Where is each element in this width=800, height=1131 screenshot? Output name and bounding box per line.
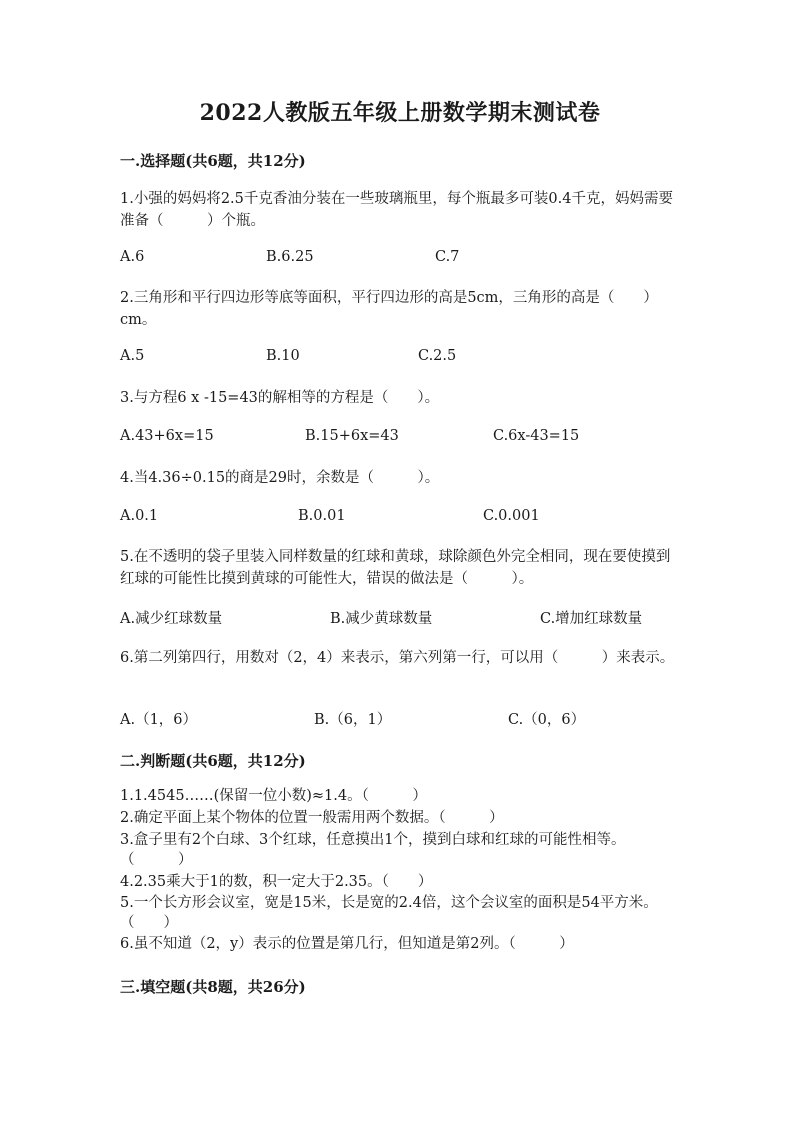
q2-option-a: A.5 bbox=[120, 348, 145, 364]
question-5: 5.在不透明的袋子里装入同样数量的红球和黄球，球除颜色外完全相同，现在要使摸到红球的可能性比摸到黄球的可能性大，错误的做法是（ ）。 bbox=[120, 549, 671, 587]
judgment-item-2: 2.确定平面上某个物体的位置一般需用两个数据。（ ） bbox=[120, 810, 504, 826]
q4-option-b: B.0.01 bbox=[298, 508, 346, 524]
page-title: 2022人教版五年级上册数学期末测试卷 bbox=[199, 100, 601, 126]
question-1: 1.小强的妈妈将2.5千克香油分装在一些玻璃瓶里，每个瓶最多可装0.4千克，妈妈需要准备（ ）个瓶。 bbox=[120, 191, 673, 229]
q6-option-c: C.（0，6） bbox=[508, 712, 586, 728]
q4-option-c: C.0.001 bbox=[483, 508, 540, 524]
q3-option-c: C.6x-43=15 bbox=[493, 428, 580, 444]
q4-option-a: A.0.1 bbox=[120, 508, 159, 524]
q5-option-b: B.减少黄球数量 bbox=[330, 611, 433, 627]
q1-option-c: C.7 bbox=[435, 249, 460, 265]
q6-option-b: B.（6，1） bbox=[314, 712, 392, 728]
judgment-item-4: 4.2.35乘大于1的数，积一定大于2.35。（ ） bbox=[120, 874, 433, 890]
judgment-item-3: 3.盒子里有2个白球、3个红球，任意摸出1个，摸到白球和红球的可能性相等。（ ） bbox=[120, 832, 626, 868]
q3-option-b: B.15+6x=43 bbox=[305, 428, 399, 444]
section-2-heading: 二.判断题(共6题，共12分) bbox=[120, 752, 306, 770]
judgment-item-6: 6.虽不知道（2，y）表示的位置是第几行，但知道是第2列。（ ） bbox=[120, 936, 574, 952]
q5-option-c: C.增加红球数量 bbox=[540, 611, 643, 627]
q3-option-a: A.43+6x=15 bbox=[120, 428, 214, 444]
judgment-item-5: 5.一个长方形会议室，宽是15米，长是宽的2.4倍，这个会议室的面积是54平方米。（ ） bbox=[120, 895, 658, 931]
q1-option-a: A.6 bbox=[120, 249, 145, 265]
judgment-item-1: 1.1.4545……(保留一位小数)≈1.4。（ ） bbox=[120, 788, 427, 804]
q1-option-b: B.6.25 bbox=[266, 249, 314, 265]
question-4: 4.当4.36÷0.15的商是29时，余数是（ ）。 bbox=[120, 470, 440, 486]
q5-option-a: A.减少红球数量 bbox=[120, 611, 223, 627]
question-6: 6.第二列第四行，用数对（2，4）来表示，第六列第一行，可以用（ ）来表示。 bbox=[120, 650, 675, 666]
section-3-heading: 三.填空题(共8题，共26分) bbox=[120, 978, 306, 996]
q6-option-a: A.（1，6） bbox=[120, 712, 198, 728]
question-3: 3.与方程6 x -15=43的解相等的方程是（ ）。 bbox=[120, 390, 440, 406]
question-2: 2.三角形和平行四边形等底等面积，平行四边形的高是5cm，三角形的高是（ ）cm。 bbox=[120, 290, 658, 328]
q2-option-b: B.10 bbox=[266, 348, 300, 364]
q2-option-c: C.2.5 bbox=[418, 348, 457, 364]
section-1-heading: 一.选择题(共6题，共12分) bbox=[120, 152, 306, 170]
